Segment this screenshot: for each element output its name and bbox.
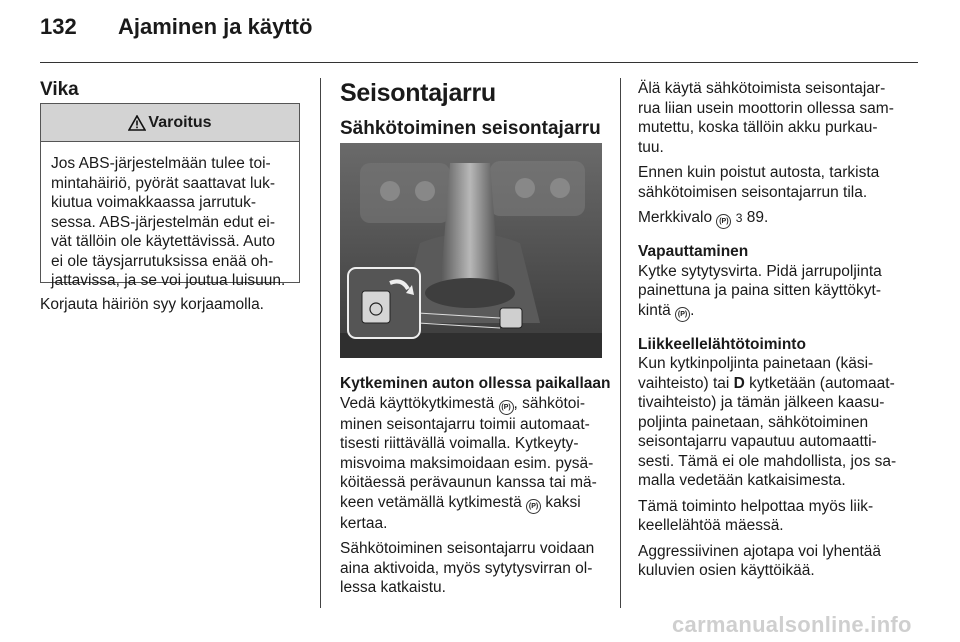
warning-line: Jos ABS-järjestelmään tulee toi- — [51, 155, 271, 172]
text-line: sesti. Tämä ei ole mahdollista, jos sa- — [638, 452, 897, 470]
warning-line: jattavissa, ja se voi joutua luisuun. — [51, 272, 286, 289]
repair-text: Korjauta häiriön syy korjaamolla. — [40, 296, 264, 313]
text-line — [638, 374, 896, 394]
warning-title: Varoitus — [148, 113, 212, 131]
column2-text — [340, 374, 611, 598]
warning-line: kiutua voimakkaassa jarrutuk- — [51, 194, 257, 211]
text-line: minen seisontajarru toimii automaat- — [340, 415, 590, 433]
text-line: seisontajarru vapautuu automaatti- — [638, 433, 877, 450]
warning-line: sessa. ABS-järjestelmän edut ei- — [51, 213, 275, 231]
text-line: lessa katkaistu. — [340, 579, 446, 596]
text-fragment: . — [690, 301, 695, 319]
subheading-electric-brake: Sähkötoiminen seisontajarru — [340, 118, 601, 139]
text-line: keellelähtöä mäessä. — [638, 517, 784, 534]
text-line: Kun kytkinpoljinta painetaan (käsi- — [638, 355, 874, 372]
text-line: Ennen kuin poistut autosta, tarkista — [638, 164, 880, 181]
parking-brake-icon: (P) — [526, 499, 541, 514]
text-line: tuu. — [638, 138, 664, 156]
text-line: malla vedetään katkaisimesta. — [638, 472, 846, 489]
text-line: Kytke sytytysvirta. Pidä jarrupoljinta — [638, 262, 882, 280]
section-title-release: Vapauttaminen — [638, 243, 749, 260]
section-heading-vika: Vika — [40, 79, 79, 100]
section-heading-seisontajarru: Seisontajarru — [340, 79, 496, 107]
watermark-text[interactable]: carmanualsonline.info — [672, 612, 912, 637]
text-line: kuluvien osien käyttöikää. — [638, 562, 815, 579]
text-line: kertaa. — [340, 514, 388, 532]
warning-triangle-icon — [128, 115, 146, 131]
warning-header — [41, 104, 299, 142]
warning-light-line — [638, 208, 896, 229]
text-line: rua liian usein moottorin ollessa sam- — [638, 99, 894, 117]
warning-body — [41, 142, 299, 291]
text-line: tivaihteisto) ja tämän jälkeen kaasu- — [638, 394, 885, 411]
text-fragment: kaksi — [541, 493, 581, 511]
text-line: misvoima maksimoidaan esim. pysä- — [340, 454, 594, 472]
column-divider-1 — [320, 78, 321, 608]
text-line: tisesti riittävällä voimalla. Kytkeyty- — [340, 435, 579, 452]
page-title: Ajaminen ja käyttö — [118, 14, 313, 39]
text-line: Älä käytä sähkötoimista seisontajar- — [638, 80, 886, 97]
text-line: Sähkötoiminen seisontajarru voidaan — [340, 540, 595, 557]
text-line — [340, 394, 611, 415]
page-ref-icon: 3 — [735, 211, 743, 225]
warning-box — [40, 103, 300, 289]
text-line: Tämä toiminto helpottaa myös liik- — [638, 497, 874, 515]
parking-brake-icon: (P) — [675, 307, 690, 322]
text-fragment: kintä — [638, 301, 671, 319]
section-title-apply: Kytkeminen auton ollessa paikallaan — [340, 375, 611, 392]
parking-brake-icon: (P) — [499, 400, 514, 415]
text-line: Aggressiivinen ajotapa voi lyhentää — [638, 542, 881, 560]
text-fragment: Merkkivalo — [638, 209, 713, 226]
page-number: 132 — [40, 14, 77, 39]
text-fragment: Vedä käyttökytkimestä — [340, 394, 495, 412]
text-fragment: vaihteisto) tai — [638, 374, 730, 392]
warning-line: vät tällöin ole käytettävissä. Auto — [51, 233, 276, 250]
text-line: painettuna ja paina sitten käyttökyt- — [638, 282, 881, 299]
column-divider-2 — [620, 78, 621, 608]
text-line: mutettu, koska tällöin akku purkau- — [638, 119, 878, 136]
column3-text — [638, 79, 896, 581]
text-line — [638, 301, 896, 322]
text-line: köitäessä perävaunun kanssa tai mä- — [340, 474, 597, 491]
page-ref: 89. — [746, 209, 769, 226]
text-fragment: keen vetämällä kytkimestä — [340, 493, 522, 511]
text-fragment: kytketään (automaat- — [744, 374, 895, 392]
text-line: sähkötoimisen seisontajarrun tila. — [638, 183, 868, 201]
gear-d-label: D — [733, 374, 745, 392]
text-line: poljinta painetaan, sähkötoiminen — [638, 413, 869, 431]
text-fragment: , sähkötoi- — [513, 394, 586, 412]
text-line — [340, 493, 611, 514]
parking-brake-switch-photo — [340, 143, 602, 358]
section-title-drive-away: Liikkeellelähtötoiminto — [638, 335, 806, 353]
header-divider — [40, 62, 918, 63]
warning-line: mintahäiriö, pyörät saattavat luk- — [51, 174, 275, 192]
parking-brake-icon: (P) — [716, 214, 731, 229]
text-line: aina aktivoida, myös sytytysvirran ol- — [340, 559, 593, 577]
warning-line: ei ole täysjarrutuksissa enää oh- — [51, 252, 274, 270]
